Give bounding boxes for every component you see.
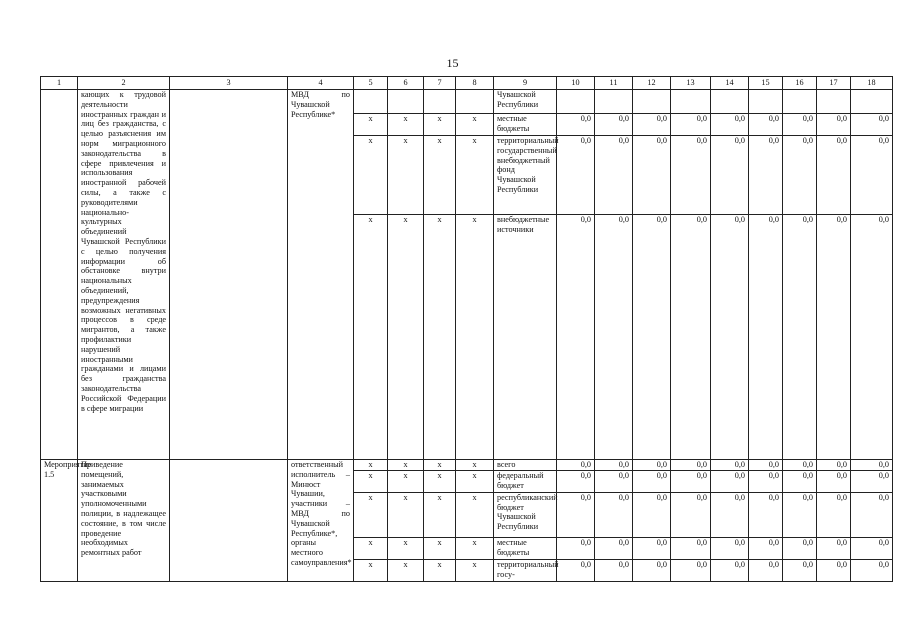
mark-cell [388,90,424,114]
mark-cell: x [424,114,456,136]
mark-cell: x [388,460,424,471]
column-number-16: 16 [783,77,817,90]
mark-cell: x [456,136,494,215]
activity-description: Приведение помещений, занимаемых участковыми уполномоченными полиции, в надлежащее состояние, в том числе проведение необходимых ремонтных работ [78,460,170,582]
value-cell [783,90,817,114]
mark-cell: x [456,215,494,460]
mark-cell: x [388,114,424,136]
value-cell: 0,0 [851,460,893,471]
value-cell: 0,0 [633,114,671,136]
column-number-8: 8 [456,77,494,90]
value-cell: 0,0 [851,492,893,537]
value-cell: 0,0 [595,460,633,471]
value-cell: 0,0 [633,470,671,492]
mark-cell: x [354,114,388,136]
value-cell: 0,0 [671,492,711,537]
value-cell: 0,0 [817,114,851,136]
value-cell: 0,0 [557,470,595,492]
mark-cell: x [354,537,388,559]
value-cell [671,90,711,114]
value-cell: 0,0 [633,492,671,537]
value-cell: 0,0 [749,460,783,471]
mark-cell: x [424,470,456,492]
value-cell [851,90,893,114]
funding-source: внебюджетные источники [494,215,557,460]
mark-cell: x [424,559,456,581]
value-cell: 0,0 [749,114,783,136]
mark-cell: x [388,215,424,460]
value-cell: 0,0 [557,492,595,537]
value-cell: 0,0 [817,215,851,460]
value-cell: 0,0 [749,136,783,215]
value-cell: 0,0 [783,460,817,471]
activity-label: Мероприятие 1.5 [41,460,78,582]
value-cell: 0,0 [633,460,671,471]
value-cell: 0,0 [783,492,817,537]
mark-cell: x [354,460,388,471]
column-number-14: 14 [711,77,749,90]
executor-cell: МВД по Чувашской Республике* [288,90,354,460]
value-cell: 0,0 [851,136,893,215]
funding-source: местные бюджеты [494,537,557,559]
column-number-17: 17 [817,77,851,90]
value-cell: 0,0 [851,559,893,581]
mark-cell: x [354,559,388,581]
mark-cell [424,90,456,114]
value-cell: 0,0 [783,114,817,136]
value-cell: 0,0 [711,136,749,215]
mark-cell: x [424,136,456,215]
mark-cell: x [388,492,424,537]
value-cell: 0,0 [595,215,633,460]
value-cell: 0,0 [711,537,749,559]
value-cell: 0,0 [671,537,711,559]
value-cell: 0,0 [783,215,817,460]
value-cell [595,90,633,114]
value-cell: 0,0 [557,559,595,581]
value-cell: 0,0 [671,460,711,471]
value-cell [633,90,671,114]
value-cell: 0,0 [817,537,851,559]
value-cell: 0,0 [851,470,893,492]
column-number-2: 2 [78,77,170,90]
funding-source: всего [494,460,557,471]
value-cell: 0,0 [671,215,711,460]
value-cell: 0,0 [749,559,783,581]
table-row [41,90,893,114]
value-cell: 0,0 [749,215,783,460]
value-cell: 0,0 [711,559,749,581]
value-cell: 0,0 [817,460,851,471]
executor-cell: ответственный исполнитель – Минюст Чувашии, участники – МВД по Чувашской Республике*, органы местного самоуправления* [288,460,354,582]
value-cell: 0,0 [595,492,633,537]
mark-cell: x [424,460,456,471]
mark-cell: x [388,559,424,581]
value-cell [749,90,783,114]
value-cell: 0,0 [749,492,783,537]
value-cell: 0,0 [817,492,851,537]
mark-cell: x [456,559,494,581]
value-cell: 0,0 [633,136,671,215]
value-cell: 0,0 [711,114,749,136]
value-cell: 0,0 [851,114,893,136]
mark-cell: x [424,215,456,460]
value-cell: 0,0 [711,492,749,537]
value-cell: 0,0 [817,136,851,215]
mark-cell: x [456,460,494,471]
value-cell: 0,0 [783,470,817,492]
value-cell: 0,0 [595,470,633,492]
mark-cell: x [456,114,494,136]
mark-cell: x [354,470,388,492]
mark-cell: x [456,492,494,537]
value-cell: 0,0 [633,537,671,559]
column-number-9: 9 [494,77,557,90]
value-cell [711,90,749,114]
mark-cell: x [388,470,424,492]
column-number-4: 4 [288,77,354,90]
value-cell: 0,0 [817,559,851,581]
mark-cell [456,90,494,114]
activity-description: кающих к трудовой деятельности иностранных граждан и лиц без гражданства, с целью разъяснения им норм миграционного законодательства в сфере привлечения и использования иностранной рабочей силы, а также с руководителями национально-культурных объединений Чувашской Республики с целью получения информации об обстановке внутри национальных объединений, предупреждения возможных негативных процессов в среде мигрантов, а также профилактики нарушений иностранными гражданами и лицами без гражданства законодательства Российской Федерации в сфере миграции [78,90,170,460]
value-cell: 0,0 [557,537,595,559]
value-cell: 0,0 [671,136,711,215]
value-cell: 0,0 [783,559,817,581]
column-number-7: 7 [424,77,456,90]
value-cell: 0,0 [595,136,633,215]
funding-source: территориальный государственный внебюджетный фонд Чувашской Республики [494,136,557,215]
table-row [41,460,893,471]
mark-cell: x [424,537,456,559]
mark-cell [354,90,388,114]
funding-source: местные бюджеты [494,114,557,136]
mark-cell: x [456,537,494,559]
value-cell: 0,0 [633,559,671,581]
column-number-3: 3 [170,77,288,90]
value-cell: 0,0 [711,215,749,460]
value-cell: 0,0 [671,470,711,492]
mark-cell: x [424,492,456,537]
column-number-5: 5 [354,77,388,90]
value-cell: 0,0 [557,215,595,460]
value-cell [817,90,851,114]
column-number-10: 10 [557,77,595,90]
value-cell: 0,0 [557,460,595,471]
value-cell: 0,0 [595,537,633,559]
value-cell: 0,0 [749,537,783,559]
mark-cell: x [354,492,388,537]
column-number-18: 18 [851,77,893,90]
funding-source: территориальный госу- [494,559,557,581]
value-cell: 0,0 [711,460,749,471]
empty-cell [170,460,288,582]
column-number-15: 15 [749,77,783,90]
value-cell: 0,0 [851,215,893,460]
column-number-11: 11 [595,77,633,90]
header-row [41,77,893,90]
page-number: 15 [446,56,459,70]
funding-source: республиканский бюджет Чувашской Республики [494,492,557,537]
mark-cell: x [354,136,388,215]
mark-cell: x [354,215,388,460]
value-cell: 0,0 [783,136,817,215]
empty-cell [170,90,288,460]
value-cell: 0,0 [817,470,851,492]
mark-cell: x [388,537,424,559]
column-number-6: 6 [388,77,424,90]
value-cell: 0,0 [711,470,749,492]
value-cell: 0,0 [633,215,671,460]
column-number-13: 13 [671,77,711,90]
value-cell: 0,0 [671,559,711,581]
column-number-12: 12 [633,77,671,90]
value-cell: 0,0 [749,470,783,492]
value-cell [557,90,595,114]
mark-cell: x [388,136,424,215]
value-cell: 0,0 [557,114,595,136]
program-table [40,76,893,582]
value-cell: 0,0 [783,537,817,559]
funding-source: Чувашской Республики [494,90,557,114]
value-cell: 0,0 [557,136,595,215]
funding-source: федеральный бюджет [494,470,557,492]
activity-label [41,90,78,460]
value-cell: 0,0 [595,559,633,581]
column-number-1: 1 [41,77,78,90]
mark-cell: x [456,470,494,492]
value-cell: 0,0 [851,537,893,559]
value-cell: 0,0 [671,114,711,136]
value-cell: 0,0 [595,114,633,136]
